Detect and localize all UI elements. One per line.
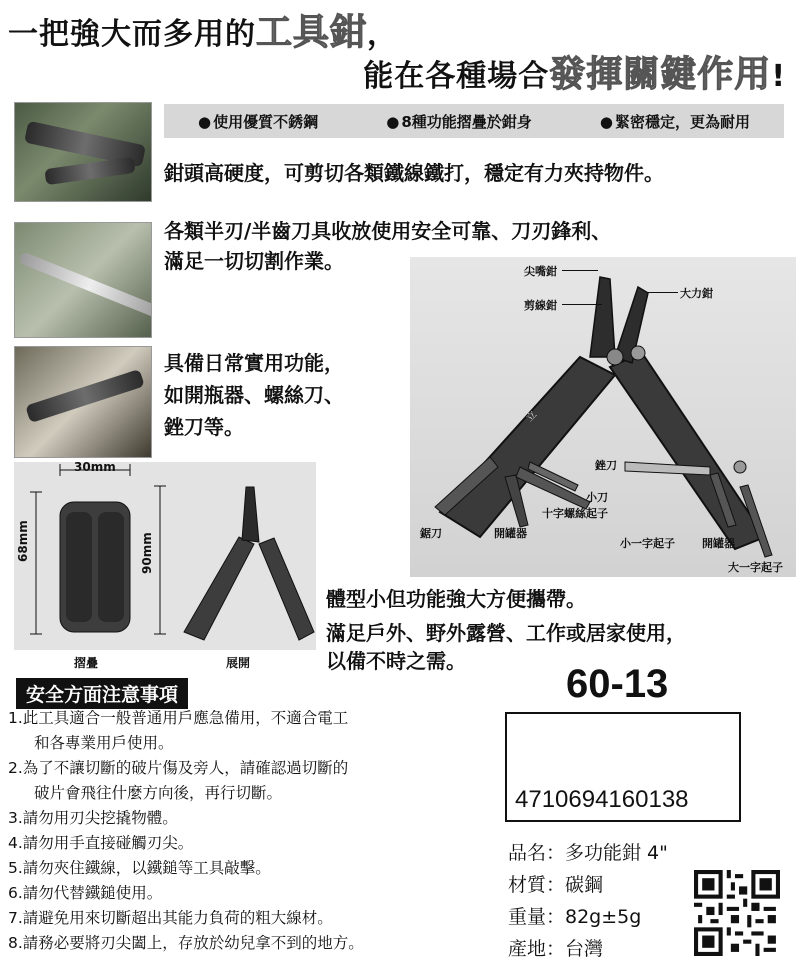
label-phillips: 十字螺絲起子 bbox=[542, 507, 608, 520]
feature-item: ● 8種功能摺疊於鉗身 bbox=[386, 111, 532, 132]
headline-line1-accent: 工具鉗 bbox=[256, 12, 368, 53]
feature-item: ● 使用優質不銹鋼 bbox=[198, 111, 318, 132]
folded-caption: 摺疊 bbox=[74, 656, 99, 670]
label-wire-cutter: 剪線鉗 bbox=[524, 299, 557, 312]
feature-bar bbox=[164, 104, 784, 138]
safety-item: 7.請避免用來切斷超出其能力負荷的粗大線材。 bbox=[8, 909, 333, 927]
safety-item: 2.為了不讓切斷的破片傷及旁人，請確認過切斷的 破片會飛往什麼方向後，再行切斷。 bbox=[8, 759, 349, 802]
spec-material: 材質：碳鋼 bbox=[508, 874, 604, 896]
safety-item: 6.請勿代替鐵鎚使用。 bbox=[8, 884, 163, 902]
headline-line1-suffix: ， bbox=[367, 17, 399, 52]
paragraph-daily-line2: 如開瓶器、螺絲刀、 bbox=[164, 383, 344, 407]
label-large-flat: 大一字起子 bbox=[728, 561, 783, 574]
label-can-opener-left: 開罐器 bbox=[494, 527, 527, 540]
paragraph-portable-line1: 體型小但功能強大方便攜帶。 bbox=[326, 587, 586, 611]
qr-code-icon bbox=[694, 870, 780, 956]
paragraph-portable-line3: 以備不時之需。 bbox=[326, 649, 466, 673]
label-needle-nose: 尖嘴鉗 bbox=[524, 265, 557, 278]
headline-line2-prefix: 能在各種場合 bbox=[363, 59, 550, 94]
label-small-knife: 小刀 bbox=[586, 491, 608, 504]
open-height-dimension: 90mm bbox=[140, 532, 154, 574]
brand-logo: 立 bbox=[524, 409, 540, 425]
safety-item: 5.請勿夾住鐵線，以鐵鎚等工具敲擊。 bbox=[8, 859, 271, 877]
safety-list bbox=[8, 706, 468, 956]
photo-bottle-opener bbox=[14, 346, 152, 458]
paragraph-daily-line1: 具備日常實用功能， bbox=[164, 351, 344, 375]
folded-height-dimension: 68mm bbox=[16, 520, 30, 562]
headline-line2 bbox=[363, 46, 786, 97]
photo-saw-blade bbox=[14, 222, 152, 338]
spec-origin: 產地：台灣 bbox=[508, 938, 604, 960]
label-can-opener-right: 開罐器 bbox=[702, 537, 735, 550]
multitool-illustration bbox=[410, 257, 796, 577]
headline-line1 bbox=[8, 4, 398, 55]
safety-title: 安全方面注意事項 bbox=[16, 678, 188, 709]
safety-item: 3.請勿用刃尖挖撬物體。 bbox=[8, 809, 178, 827]
model-number: 60-13 bbox=[566, 662, 669, 706]
label-file: 銼刀 bbox=[595, 459, 617, 472]
open-caption: 展開 bbox=[226, 656, 251, 670]
safety-item: 8.請務必要將刃尖闔上，存放於幼兒拿不到的地方。 bbox=[8, 934, 364, 952]
headline-line2-suffix: ! bbox=[771, 59, 786, 94]
paragraph-head-hardness: 鉗頭高硬度，可剪切各類鐵線鐵打，穩定有力夾持物件。 bbox=[164, 161, 664, 185]
photo-pliers-head bbox=[14, 102, 152, 202]
dimension-figure bbox=[14, 462, 316, 650]
tool-diagram bbox=[410, 257, 796, 577]
safety-item: 1.此工具適合一般普通用戶應急備用，不適合電工 和各專業用戶使用。 bbox=[8, 709, 349, 752]
paragraph-blades-line1: 各類半刃/半齒刀具收放使用安全可靠、刀刃鋒利、 bbox=[164, 219, 612, 243]
label-small-flat: 小一字起子 bbox=[620, 537, 675, 550]
paragraph-portable-line2: 滿足戶外、野外露營、工作或居家使用， bbox=[326, 621, 686, 645]
label-pliers: 大力鉗 bbox=[680, 287, 713, 300]
label-saw: 鋸刀 bbox=[420, 527, 442, 540]
feature-item: ● 緊密穩定，更為耐用 bbox=[600, 111, 750, 132]
spec-weight: 重量：82g±5g bbox=[508, 906, 642, 928]
headline-line1-prefix: 一把強大而多用的 bbox=[8, 17, 256, 52]
spec-name: 品名：多功能鉗 4" bbox=[508, 842, 668, 864]
safety-item: 4.請勿用手直接碰觸刃尖。 bbox=[8, 834, 194, 852]
paragraph-daily-line3: 銼刀等。 bbox=[164, 415, 244, 439]
width-dimension: 30mm bbox=[74, 460, 116, 474]
barcode-number: 4710694160138 bbox=[515, 786, 689, 813]
paragraph-blades-line2: 滿足一切切割作業。 bbox=[164, 249, 344, 273]
headline-line2-accent: 發揮關鍵作用 bbox=[549, 54, 772, 95]
